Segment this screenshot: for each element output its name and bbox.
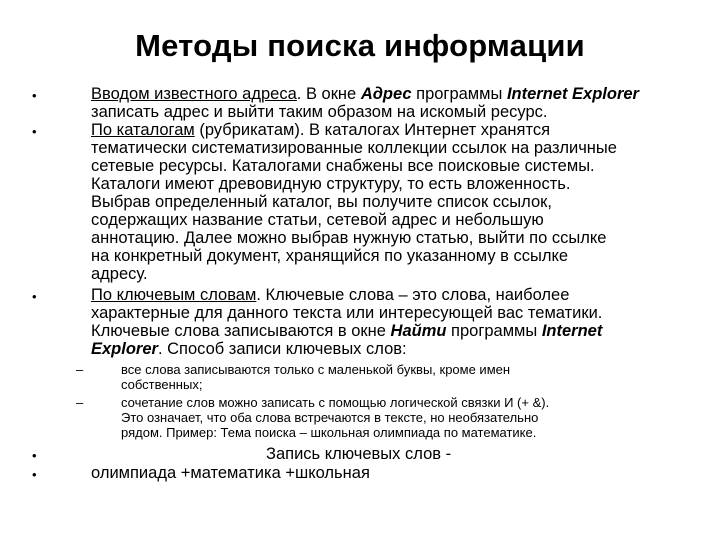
item-address-adres: Адрес [360, 85, 412, 103]
dash-marker: – [76, 362, 84, 377]
bullet-marker: • [32, 448, 37, 463]
item-keywords-line: Ключевые слова записываются в окне [91, 322, 391, 340]
bullet-marker: • [32, 88, 37, 103]
sub-rule [121, 362, 681, 392]
sub-rule-line: сочетание слов можно записать с помощью логической связки И (+ &). [121, 395, 550, 410]
item-keywords-line: программы [446, 322, 542, 340]
sub-rule-line: все слова записываются только с маленькой буквы, кроме имен [121, 362, 511, 377]
item-address-lead: Вводом известного адреса [91, 85, 297, 103]
bullet-marker: • [32, 124, 37, 139]
item-catalogs-lead: По каталогам [91, 121, 195, 139]
item-keywords-explorer: Explorer [91, 340, 158, 358]
item-address-ie: Internet Explorer [506, 85, 639, 103]
item-keywords [91, 286, 602, 358]
item-catalogs-line: содержащих название статьи, сетевой адрес и небольшую [91, 211, 544, 229]
example-label: Запись ключевых слов - [266, 445, 452, 463]
item-catalogs-line: тематически систематизированные коллекции ссылок на различные [91, 139, 617, 157]
item-catalogs-line: Выбрав определенный каталог, вы получите список ссылок, [91, 193, 552, 211]
bullet-marker: • [32, 289, 37, 304]
sub-rule-line: рядом. Пример: Тема поиска – школьная олимпиада по математике. [121, 425, 537, 440]
item-catalogs-line: на конкретный документ, хранящийся по указанному в ссылке [91, 247, 569, 265]
item-catalogs-line: (рубрикатам). В каталогах Интернет хранятся [194, 121, 551, 139]
page-title: Методы поиска информации [135, 28, 585, 63]
item-catalogs-line: аннотацию. Далее можно выбрав нужную статью, выйти по ссылке [91, 229, 607, 247]
item-keywords-line: характерные для данного текста или интересующей вас тематики. [91, 304, 603, 322]
sub-rule [121, 395, 681, 440]
item-catalogs [91, 121, 617, 283]
item-address-text-1: . В окне [296, 85, 361, 103]
item-keywords-line: . Способ записи ключевых слов: [157, 340, 407, 358]
item-keywords-naiti: Найти [390, 322, 447, 340]
item-catalogs-line: адресу. [91, 265, 148, 283]
item-address-text-2: программы [411, 85, 507, 103]
item-catalogs-line: Каталоги имеют древовидную структуру, то есть вложенность. [91, 175, 571, 193]
dash-marker: – [76, 395, 84, 410]
item-address [91, 85, 691, 121]
item-address-text-3: записать адрес и выйти таким образом на искомый ресурс. [91, 103, 548, 121]
bullet-marker: • [32, 467, 37, 482]
sub-rule-line: собственных; [121, 377, 203, 392]
item-keywords-line: . Ключевые слова – это слова, наиболее [256, 286, 570, 304]
item-catalogs-line: сетевые ресурсы. Каталогами снабжены все поисковые системы. [91, 157, 595, 175]
sub-rule-line: Это означает, что оба слова встречаются в тексте, но необязательно [121, 410, 539, 425]
example-value: олимпиада +математика +школьная [91, 464, 370, 482]
item-keywords-lead: По ключевым словам [91, 286, 257, 304]
item-keywords-internet: Internet [541, 322, 603, 340]
